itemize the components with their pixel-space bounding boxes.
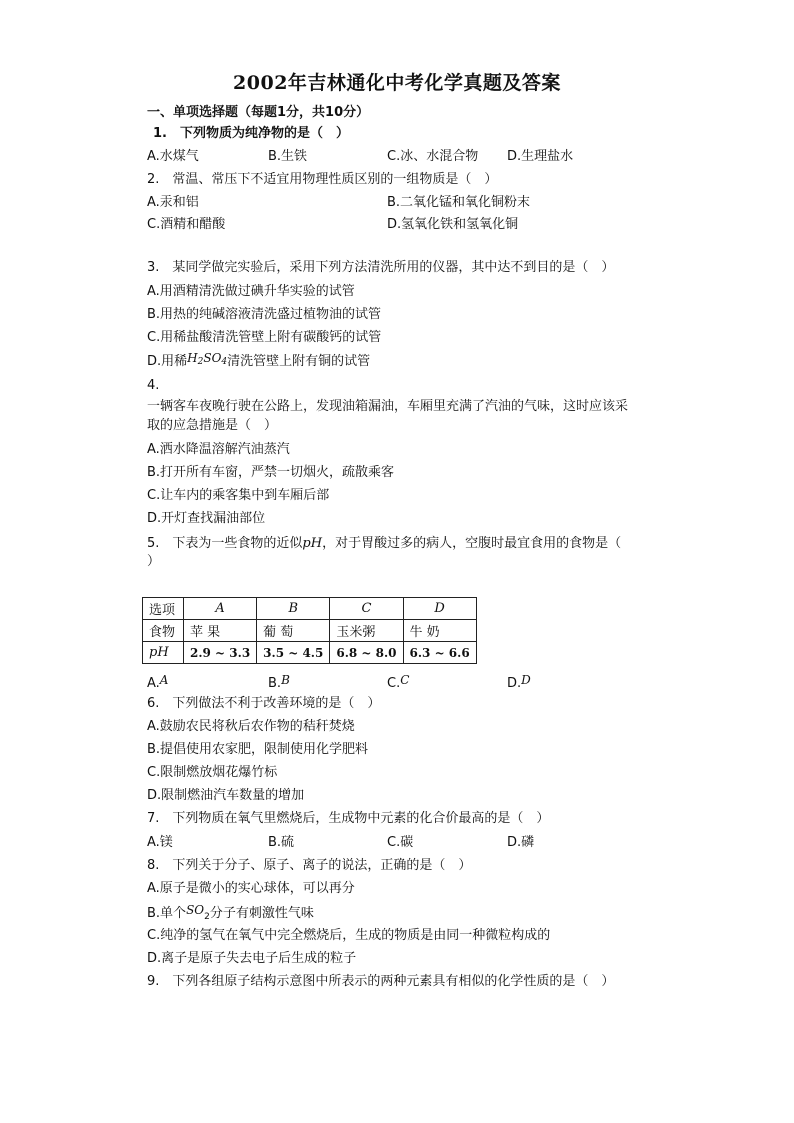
formula-subscript: 2: [204, 912, 210, 922]
question-4-option-c: C.让车内的乘客集中到车厢后部: [147, 488, 330, 503]
table-cell: 葡 萄: [257, 620, 330, 642]
question-8-stem: 8. 下列关于分子、原子、离子的说法，正确的是（ ）: [147, 858, 472, 873]
question-9-stem: 9. 下列各组原子结构示意图中所表示的两种元素具有相似的化学性质的是（ ）: [147, 974, 615, 989]
question-8-option-a: A.原子是微小的实心球体，可以再分: [147, 881, 355, 896]
question-4-option-a: A.洒水降温溶解汽油蒸汽: [147, 442, 290, 457]
question-1-option-a: A.水煤气: [147, 149, 199, 164]
question-8-option-c: C.纯净的氢气在氧气中完全燃烧后，生成的物质是由同一种微粒构成的: [147, 928, 551, 943]
formula-part: SO: [186, 903, 205, 917]
option-suffix: 分子有刺激性气味: [209, 906, 314, 921]
question-6-option-a: A.鼓励农民将秋后农作物的秸秆焚烧: [147, 719, 355, 734]
table-cell: C: [330, 598, 403, 620]
question-3-option-b: B.用热的纯碱溶液清洗盛过植物油的试管: [147, 307, 382, 322]
question-5-option-a: [147, 674, 168, 693]
formula-subscript: 2: [197, 357, 204, 367]
table-cell: B: [257, 598, 330, 620]
question-2-stem: 2. 常温、常压下不适宜用物理性质区别的一组物质是（ ）: [147, 172, 498, 187]
question-3-option-c: C.用稀盐酸清洗管壁上附有碳酸钙的试管: [147, 330, 382, 345]
question-1-option-c: C.冰、水混合物: [387, 149, 479, 164]
question-3-stem: 3. 某同学做完实验后，采用下列方法清洗所用的仪器，其中达不到目的是（ ）: [147, 260, 615, 275]
table-row: [143, 620, 477, 642]
table-cell: D: [403, 598, 476, 620]
section-heading: 一、单项选择题（每题1分，共10分）: [147, 105, 370, 120]
formula-h2so4: [187, 351, 227, 365]
option-d-prefix: D.用稀: [147, 354, 188, 369]
formula-part: SO: [203, 351, 222, 365]
question-2-option-c: C.酒精和醋酸: [147, 217, 226, 232]
question-5-stem: [147, 535, 621, 553]
option-value: D: [521, 673, 531, 687]
page-title: 2002年吉林通化中考化学真题及答案: [233, 72, 561, 94]
question-6-option-b: B.提倡使用农家肥，限制使用化学肥料: [147, 742, 369, 757]
table-cell: 3.5 ~ 4.5: [257, 642, 330, 664]
table-row: [143, 598, 477, 620]
formula-subscript: 4: [221, 357, 228, 367]
option-value: A: [159, 673, 169, 687]
table-cell: A: [184, 598, 257, 620]
question-1-option-d: D.生理盐水: [507, 149, 574, 164]
formula-part: H: [187, 351, 198, 365]
table-cell: 玉米粥: [330, 620, 403, 642]
question-7-option-c: C.碳: [387, 835, 414, 850]
option-prefix: D.: [507, 676, 522, 691]
option-prefix: C.: [387, 676, 401, 691]
stem-text: 5. 下表为一些食物的近似: [147, 536, 303, 551]
question-2-option-d: D.氢氧化铁和氢氧化铜: [387, 217, 519, 232]
option-prefix: B.: [268, 676, 282, 691]
question-2-option-b: B.二氧化锰和氧化铜粉末: [387, 195, 531, 210]
question-7-option-b: B.硫: [268, 835, 295, 850]
option-d-suffix: 清洗管壁上附有铜的试管: [227, 354, 371, 369]
question-7-stem: 7. 下列物质在氧气里燃烧后，生成物中元素的化合价最高的是（ ）: [147, 811, 550, 826]
question-3-option-d: [147, 352, 370, 374]
table-cell: 食物: [143, 620, 184, 642]
table-row: [143, 642, 477, 664]
table-cell: pH: [143, 642, 184, 664]
question-1-stem: 1. 下列物质为纯净物的是（ ）: [153, 126, 349, 141]
option-prefix: B.单个: [147, 906, 187, 921]
question-6-option-d: D.限制燃油汽车数量的增加: [147, 788, 305, 803]
table-cell: 选项: [143, 598, 184, 620]
question-5-option-b: [268, 674, 290, 693]
question-6-option-c: C.限制燃放烟花爆竹标: [147, 765, 278, 780]
option-prefix: A.: [147, 676, 160, 691]
question-1-option-b: B.生铁: [268, 149, 308, 164]
question-3-option-a: A.用酒精清洗做过碘升华实验的试管: [147, 284, 355, 299]
option-value: B: [281, 673, 290, 687]
question-4-stem-line2: 取的应急措施是（ ）: [147, 418, 278, 433]
stem-text: ，对于胃酸过多的病人，空腹时最宜食用的食物是（: [322, 536, 622, 551]
table-cell: 6.3 ~ 6.6: [403, 642, 476, 664]
question-4-stem-line1: 一辆客车夜晚行驶在公路上，发现油箱漏油，车厢里充满了汽油的气味，这时应该采: [147, 399, 629, 414]
question-4-number: 4.: [147, 378, 160, 393]
question-7-option-a: A.镁: [147, 835, 173, 850]
ph-table: [142, 597, 477, 664]
question-6-stem: 6. 下列做法不利于改善环境的是（ ）: [147, 696, 381, 711]
question-4-option-d: D.开灯查找漏油部位: [147, 511, 266, 526]
table-cell: 2.9 ~ 3.3: [184, 642, 257, 664]
table-cell: 牛 奶: [403, 620, 476, 642]
question-7-option-d: D.磷: [507, 835, 535, 850]
question-5-option-c: [387, 674, 409, 693]
ph-symbol: pH: [302, 536, 323, 551]
formula-so2: [186, 903, 204, 917]
question-5-option-d: [507, 674, 531, 693]
question-5-stem-line2: ）: [147, 554, 161, 569]
question-4-option-b: B.打开所有车窗，严禁一切烟火，疏散乘客: [147, 465, 395, 480]
table-cell: 6.8 ~ 8.0: [330, 642, 403, 664]
question-8-option-b: [147, 904, 314, 926]
option-value: C: [400, 673, 410, 687]
table-cell: 苹 果: [184, 620, 257, 642]
question-2-option-a: A.汞和铝: [147, 195, 199, 210]
question-8-option-d: D.离子是原子失去电子后生成的粒子: [147, 951, 357, 966]
